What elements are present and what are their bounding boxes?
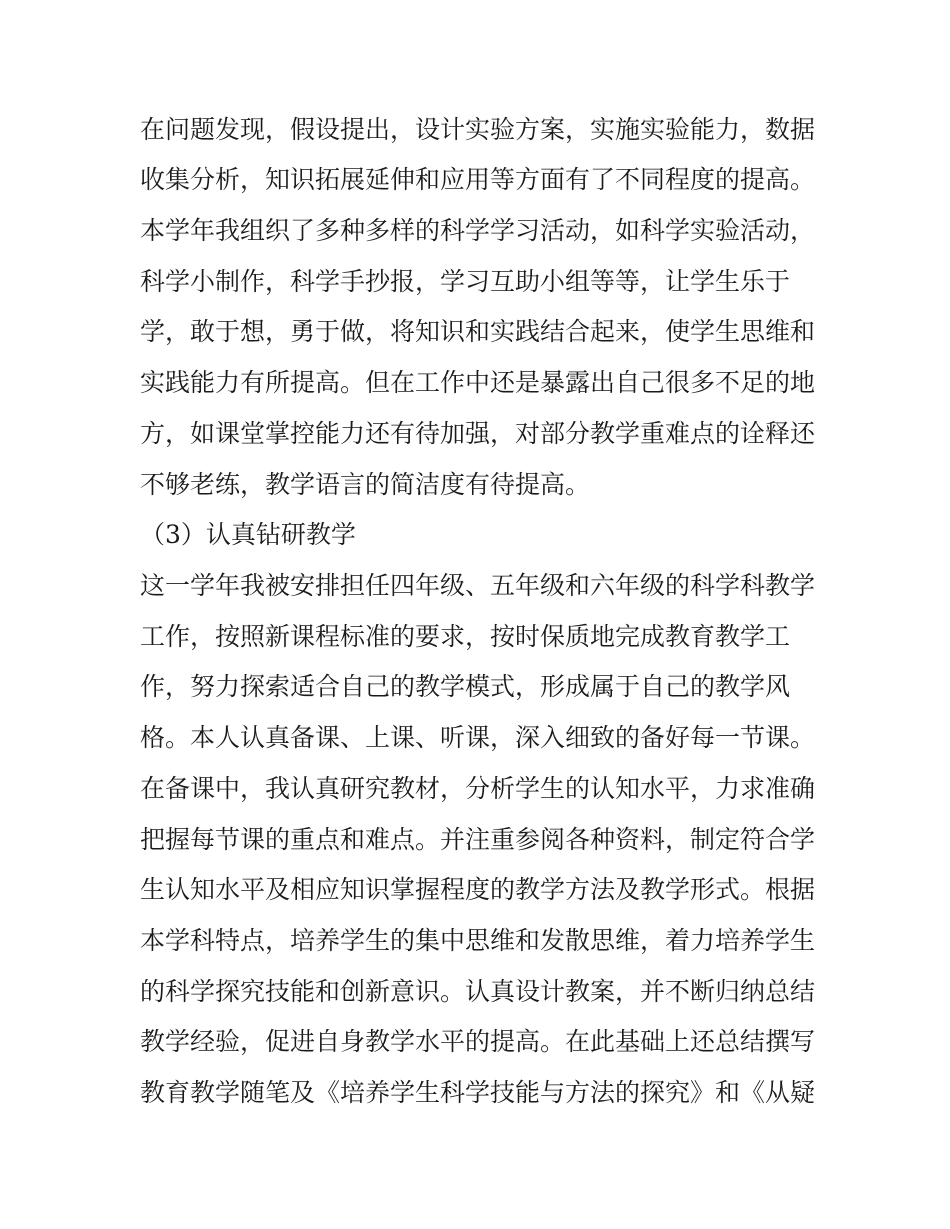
text-line: 在备课中，我认真研究教材，分析学生的认知水平，力求准确 xyxy=(140,774,816,803)
text-line: 科学小制作，科学手抄报，学习互助小组等等，让学生乐于 xyxy=(140,267,791,296)
text-line: 格。本人认真备课、上课、听课，深入细致的备好每一节课。 xyxy=(140,723,816,752)
text-line: 的科学探究技能和创新意识。认真设计教案，并不断归纳总结 xyxy=(140,977,816,1006)
text-line: 本学年我组织了多种多样的科学学习活动，如科学实验活动， xyxy=(140,216,816,245)
text-line: 学，敢于想，勇于做，将知识和实践结合起来，使学生思维和 xyxy=(140,317,816,346)
text-line: 在问题发现，假设提出，设计实验方案，实施实验能力，数据 xyxy=(140,115,816,144)
text-line: 教育教学随笔及《培养学生科学技能与方法的探究》和《从疑 xyxy=(140,1078,816,1107)
text-line: 把握每节课的重点和难点。并注重参阅各种资料，制定符合学 xyxy=(140,825,816,854)
text-line: 实践能力有所提高。但在工作中还是暴露出自己很多不足的地 xyxy=(140,368,816,397)
text-line: 教学经验，促进自身教学水平的提高。在此基础上还总结撰写 xyxy=(140,1027,816,1056)
text-line: 方，如课堂掌控能力还有待加强，对部分教学重难点的诠释还 xyxy=(140,419,816,448)
text-line: 工作，按照新课程标准的要求，按时保质地完成教育教学工 xyxy=(140,622,791,651)
text-line: 不够老练，教学语言的简洁度有待提高。 xyxy=(140,470,591,499)
section-heading: （3）认真钻研教学 xyxy=(140,520,356,549)
text-line: 本学科特点，培养学生的集中思维和发散思维，着力培养学生 xyxy=(140,926,816,955)
text-line: 生认知水平及相应知识掌握程度的教学方法及教学形式。根据 xyxy=(140,875,816,904)
text-line: 收集分析，知识拓展延伸和应用等方面有了不同程度的提高。 xyxy=(140,165,816,194)
text-line: 作，努力探索适合自己的教学模式，形成属于自己的教学风 xyxy=(140,672,791,701)
text-line: 这一学年我被安排担任四年级、五年级和六年级的科学科教学 xyxy=(140,571,816,600)
